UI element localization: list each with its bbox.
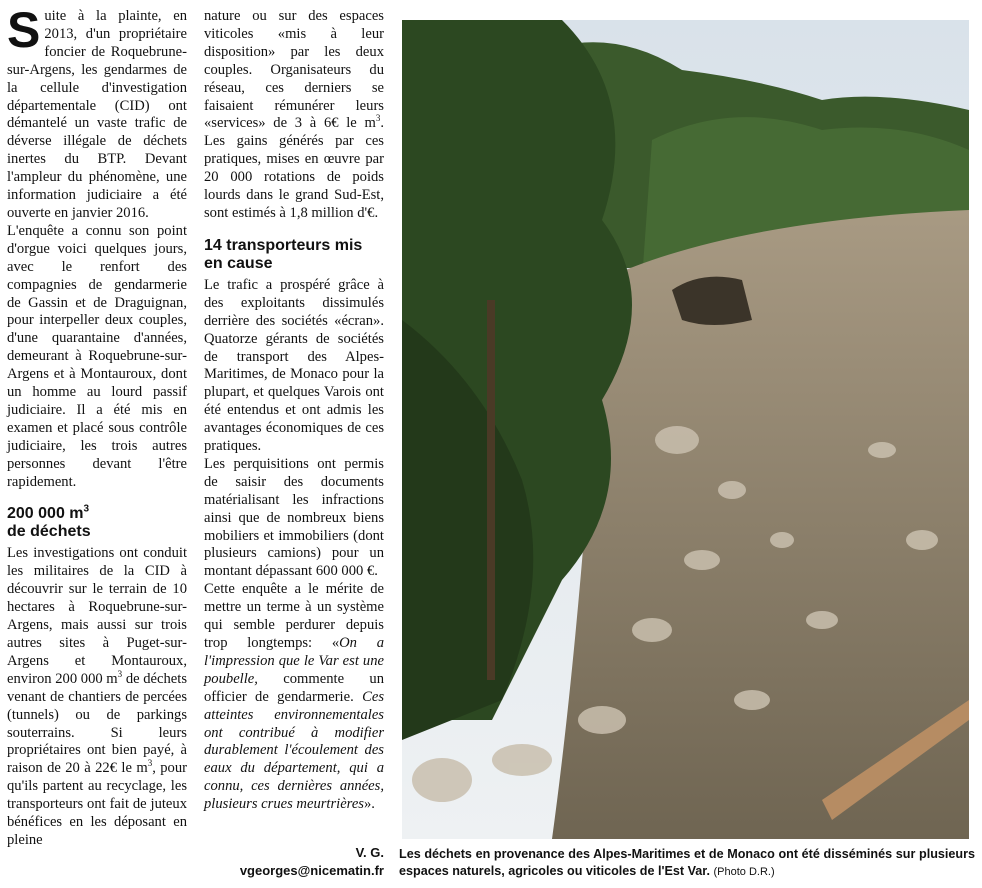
subheading-dechets-sup: 3 [83,504,90,516]
paragraph-2-text: L'enquête a connu son point d'orgue voici quelques jours, avec le renfort des compagnies de gendarmerie de Gassin et de Draguignan, pour interpeller deux couples, d'une quarantaine d'années, demeurant à Roquebrune-sur-Argens et à Montauroux, dont un homme au lourd passif judiciaire. Il a été mis en examen et placé sous contrôle judiciaire, les trois autres personnes devant l'être rapidement. [7,222,187,490]
photo-illustration [402,20,969,839]
subheading-dechets-line1: 200 000 m [7,505,84,523]
paragraph-7-text-a: Cette enquête a le mérite de mettre un terme à un système qui semble perdurer depuis trop longtemps: « [204,581,384,651]
paragraph-4-text-a: nature ou sur des espaces viticoles «mis à leur disposition» par les deux couples. Organisateurs du réseau, ces derniers se faisaient rémunérer leurs «services» de 3 à 6€ le m [204,8,384,132]
quote-part-1: On a l'impression que le Var est une poubelle, [204,635,384,687]
paragraph-5-text: Le trafic a prospéré grâce à des exploitants dissimulés derrière des sociétés «écran». Quatorze gérants de sociétés de transport des Alpes-Maritimes, de Monaco pour la plupart, et quelques Varois ont été entendus et ont admis les avantages économiques de ces pratiques. [204,276,384,455]
author-initials: V. G. [355,845,384,860]
article-column-1 [7,2,188,850]
drop-cap: S [7,2,41,58]
subheading-transporteurs: 14 transporteurs mis en cause [204,236,363,272]
paragraph-4 [204,8,384,223]
photo-caption [399,846,975,881]
paragraph-3-sup-a: 3 [117,668,123,679]
article-photo [402,20,969,839]
paragraph-6-text: Les perquisitions ont permis de saisir des documents matérialisant les infractions ainsi que de nombreux biens mobiliers et immobiliers (dont plusieurs camions) pour un montant dépassant 600 000 €. [204,455,384,580]
paragraph-3-text-a: Les investigations ont conduit les militaires de la CID à découvrir sur le terrain de 10 hectares à Roquebrune-sur-Argens, mais aussi sur trois autres sites à Puget-sur-Argens et Montauroux, environ 200 000 m [7,545,187,687]
paragraph-7-text-c: ». [363,796,375,813]
subheading-dechets [7,505,187,541]
author-email: vgeorges@nicematin.fr [239,863,384,878]
paragraph-3-text-c: , pour qu'ils partent au recyclage, les transporteurs ont fait de juteux bénéfices en les déposant en pleine [7,760,187,848]
paragraph-intro-text: uite à la plainte, en 2013, d'un propriétaire foncier de Roquebrune-sur-Argens, les gendarmes de la cellule d'investigation départementale (CID) ont démantelé un vaste trafic de déverse illégale de déchets inertes du BTP. Devant l'ampleur du phénomène, une information judiciaire a été ouverte en janvier 2016. [7,8,187,221]
paragraph-3-sup-b: 3 [147,758,153,769]
paragraph-4-text-b: . Les gains générés par ces pratiques, mises en œuvre par 20 000 rotations de poids lourds dans le grand Sud-Est, sont estimés à 1,8 million d'€. [204,115,384,221]
paragraph-3-text-b: de déchets venant de chantiers de percées (tunnels) ou de parkings souterrains. Si leurs propriétaires ont bien payé, à raison de 20 à 22€ le m [7,670,188,777]
paragraph-2 [7,223,187,492]
paragraph-3 [7,545,187,849]
article-column-2 [204,8,384,814]
paragraph-6 [204,456,384,581]
photo-credit: (Photo D.R.) [713,866,775,878]
photo-caption-text: Les déchets en provenance des Alpes-Maritimes et de Monaco ont été disséminés sur plusieurs espaces naturels, agricoles ou viticoles de l'Est Var. [399,847,975,878]
paragraph-5 [204,277,384,456]
paragraph-7 [204,581,384,814]
quote-part-2: Ces atteintes environnementales ont contribué à modifier durablement l'écoulement des eaux du département, qui a connu, ces dernières années, plusieurs crues meurtrières [204,688,384,813]
paragraph-4-sup: 3 [375,113,381,124]
paragraph-7-text-b: commente un officier de gendarmerie. [204,670,384,705]
subheading-dechets-line2: de déchets [7,523,91,541]
